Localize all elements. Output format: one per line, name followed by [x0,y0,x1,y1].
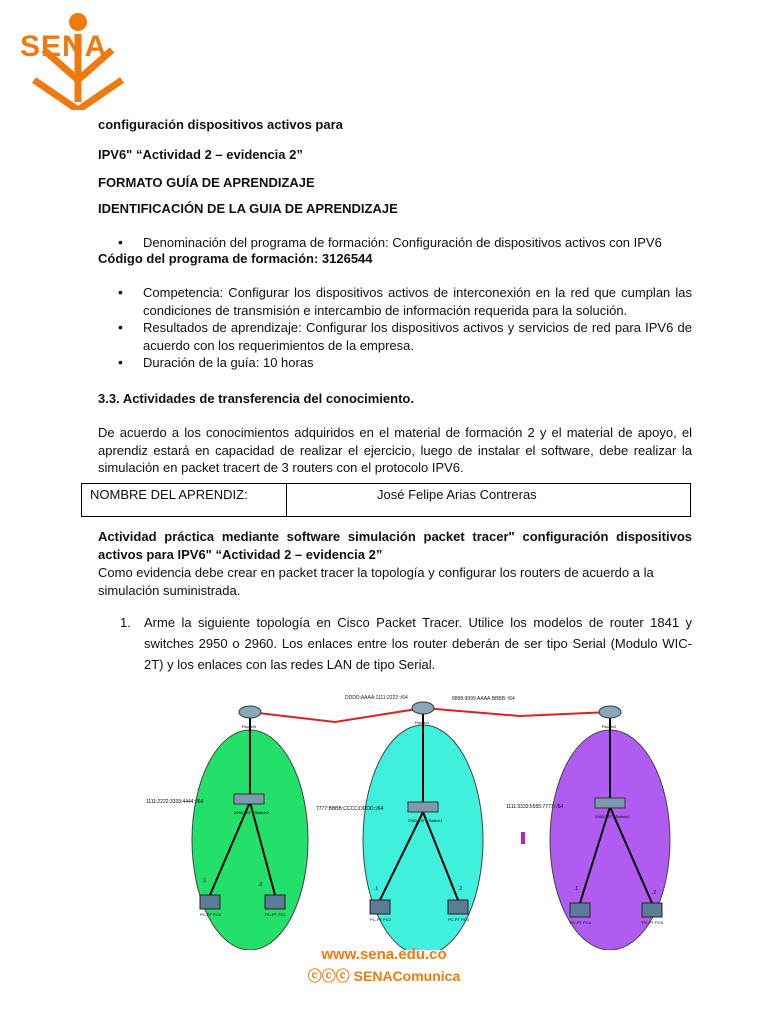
lan-label-2: 7777:BBBB:CCCC:DDDD::/64 [316,806,384,812]
lan-label-1: 1111:2222:3333:4444::/64 [146,799,204,805]
router-label-2: Router2 [602,724,617,729]
port-tag-5: .2 [652,890,657,896]
lan-label-3: 1111:3333:5555:7777::/64 [506,804,564,810]
activity-text: Como evidencia debe crear en packet tracer la topología y configurar los routers de acuerdo a la simulación suministrada. [98,565,654,598]
router-label-1: Router1 [415,720,430,725]
activity-title: Actividad práctica mediante software simulación packet tracer" configuración dispositivos activos para IPV6" “Actividad 2 – evidencia 2” [98,529,692,562]
serial-link-1 [250,708,423,722]
port-tag-2: .1 [374,886,379,892]
results-item: • Resultados de aprendizaje: Configurar los dispositivos activos y servicios de red para IPV6 de acuerdo con los requerimientos de la empresa. [98,319,692,354]
step-1-text: Arme la siguiente topología en Cisco Packet Tracer. Utilice los modelos de router 1841 y switches 2950 o 2960. Los enlaces entre los router deberán de ser tipo Serial (Modulo WIC-2T) y los enlaces con las redes LAN de tipo Serial. [144,615,692,672]
link-label-1: DDDD:AAAA:1111:2222::/64 [345,695,408,701]
program-list [98,234,692,252]
pc-label-1: PC-PT PC1 [265,912,286,917]
details-list [98,284,692,372]
program-name-item: • Denominación del programa de formación: Configuración de dispositivos activos con IPV6 [98,234,692,252]
social-icons: ⓒⓒⓒ [307,968,350,984]
program-code: Código del programa de formación: 3126544 [98,251,373,266]
link-label-2: 8888:9999:AAAA:BBBB::/64 [452,696,515,702]
switch-label-2: 2950-24TT Switch2 [595,814,630,819]
pc-label-3: PC-PT PC3 [448,917,469,922]
heading-line-1: configuración dispositivos activos para [98,117,343,132]
section-title: 3.3. Actividades de transferencia del conocimiento. [98,391,414,406]
port-tag-4: .1 [574,886,579,892]
switch-label-1: 2950-24TT Switch1 [408,818,443,823]
port-tag-1: .2 [258,882,263,888]
marker [521,832,525,844]
intro-paragraph: De acuerdo a los conocimientos adquiridos en el material de formación 2 y el material de apoyo, el aprendiz estará en capacidad de realizar el ejercicio, luego de instalar el software, debe realizar la simulación en packet tracert de 3 routers con el protocolo IPV6. [98,425,692,475]
router-label-0: Router0 [242,724,257,729]
competence-item: • Competencia: Configurar los dispositivos activos de interconexión en la red que cumplan las condiciones de transmisión e intercambio de información requerida para la solución. [98,284,692,319]
student-name-label: NOMBRE DEL APRENDIZ: [82,484,287,516]
switch-label-0: 2950-24TT Switch0 [234,810,269,815]
port-tag-3: .2 [458,886,463,892]
footer-social [0,966,768,986]
social-handle: SENAComunica [353,968,461,984]
sena-logo [14,10,142,110]
duration-item: • Duración de la guía: 10 horas [98,354,692,372]
port-tag-0: .1 [202,878,207,884]
heading-line-2: IPV6" “Actividad 2 – evidencia 2” [98,147,303,162]
router-icon [239,702,621,718]
pc-label-4: PC-PT PC4 [570,920,591,925]
sena-logo-text: SENA [20,30,108,63]
pc-label-5: PC-PT PC5 [642,920,663,925]
pc-label-2: PC-PT PC2 [370,917,391,922]
serial-link-2 [423,708,610,716]
footer-url: www.sena.edu.co [321,946,447,963]
step-1-number: 1. [120,615,131,630]
student-name-table [81,483,691,517]
step-1 [120,612,692,675]
pc-label-0: PC-PT PC0 [200,912,221,917]
format-title: FORMATO GUÍA DE APRENDIZAJE [98,175,315,190]
student-name-value: José Felipe Arias Contreras [377,487,537,502]
network-topology-diagram [140,690,700,950]
identification-title: IDENTIFICACIÓN DE LA GUIA DE APRENDIZAJE [98,201,398,216]
